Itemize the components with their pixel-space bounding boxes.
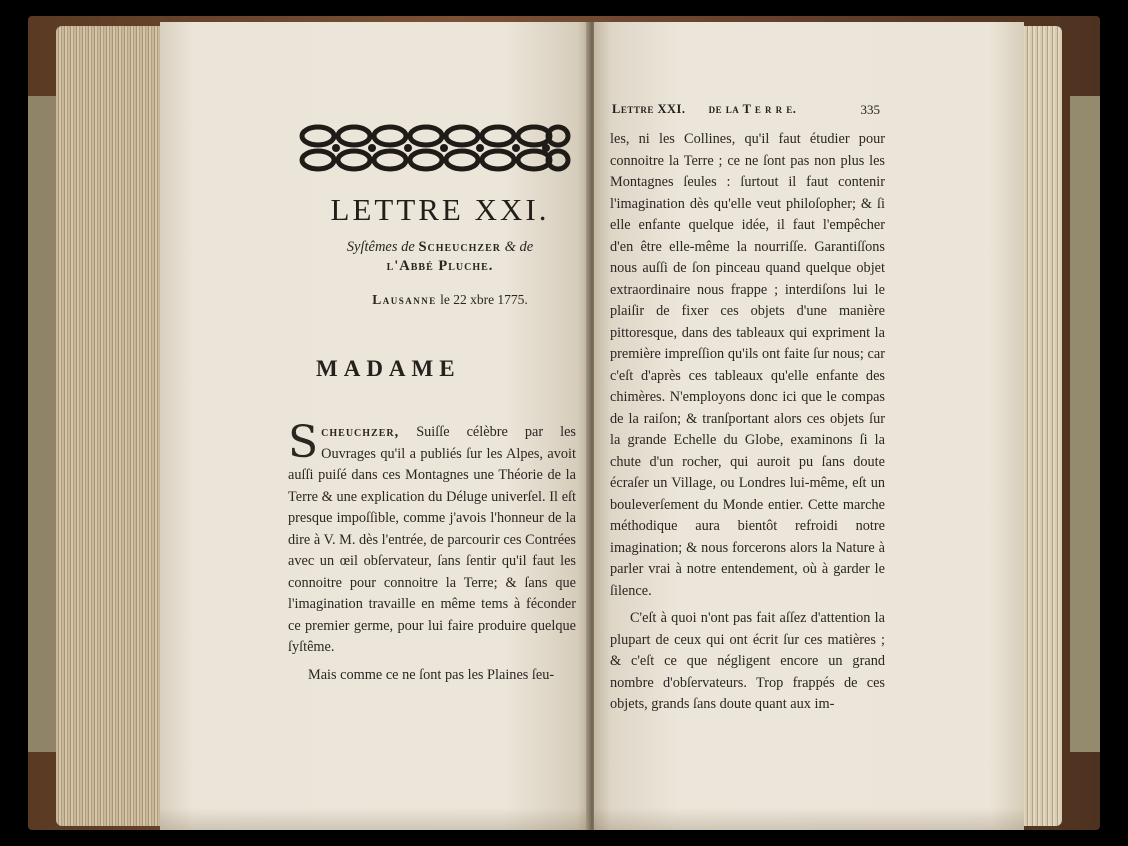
running-head-title: de la T e r r e.	[708, 102, 797, 116]
paragraph: les, ni les Collines, qu'il faut étudier pour connoitre la Terre ; ce ne ſont pas non plus les Montagnes ſeules : ſurtout il faut contenir l'imagination dès qu'elle veut philoſopher; & ſi elle enfante quelque idée, il faut l'empêcher d'en être elle-même la nourriſſe. Garantiſſons nous auſſi de ſon pinceau quand quelque objet extraordinaire nous frappe ; interdiſons lui le plaiſir de fixer ces objets d'une manière pittoresque, dans des tableaux qui expriment la première impreſſion qu'ils ont faite ſur nous; car c'eſt d'après ces tableaux qu'elle enfante des chimères. N'employons donc ici que le compas de la raiſon; & tranſportant alors ces objets ſur la grande Echelle du Globe, examinons ſi la chute d'un rocher, qui auroit pu ſans doute écraſer un Village, ou Londres lui-même, eſt un bouleverſement du Monde entier. Cette marche méthodique aura bientôt refroidi notre imagination; & nous forcerons alors la Nature à parler vrai à notre entendement, où à garder le ſilence.	[610, 131, 885, 599]
salutation: MADAME	[316, 356, 461, 381]
page-shadow	[594, 808, 1024, 830]
drop-cap: S	[288, 417, 319, 468]
subtitle-text: Syſtêmes de	[346, 239, 419, 255]
paragraph	[288, 417, 576, 659]
dateline-place: Lausanne	[372, 292, 437, 307]
cover-board-right	[1070, 96, 1100, 752]
paragraph-text: Suiſſe célèbre par les Ouvrages qu'il a publiés ſur les Alpes, avoit auſſi puiſé dans ces Montagnes une Théorie de la Terre & une explication du Déluge univerſel. Il eſt presque impoſſible, comme j'avois l'honneur de la dire à V. M. dès l'entrée, de parcourir ces Contrées avec un œil obſervateur, ſans ſentir qu'il faut les connoitre pour connoitre la Terre; & ſans que l'imagination travaille en même tems à féconder ce premier germe, pour lui faire produire quelque ſyſtême.	[288, 424, 576, 655]
name-scheuchzer: cheuchzer,	[321, 424, 400, 440]
subtitle-name-pluche: l'Abbé Pluche.	[386, 258, 494, 274]
page-edges-left	[56, 26, 164, 826]
page-number: 335	[860, 102, 880, 117]
page-edges-right	[1020, 26, 1062, 826]
subtitle-name-scheuchzer: Scheuchzer	[418, 239, 501, 255]
running-head	[612, 102, 880, 117]
page-shadow	[160, 808, 590, 830]
letter-dateline	[310, 292, 590, 308]
left-body-text	[288, 417, 576, 692]
right-body-text	[610, 129, 885, 722]
dateline-date: le 22 xbre 1775.	[436, 292, 528, 307]
ornament-headpiece	[296, 116, 574, 178]
paragraph: C'eſt à quoi n'ont pas fait aſſez d'attention la plupart de ceux qui ont écrit ſur ces matières ; & c'eſt ce que négligent encore un grand nombre d'obſervateurs. Trop frappés de ces objets, grands ſans doute quant aux im-	[610, 610, 885, 712]
left-page	[160, 22, 590, 830]
letter-subtitle	[300, 238, 580, 276]
right-page	[594, 22, 1024, 830]
running-head-letter: Lettre XXI.	[612, 102, 686, 116]
subtitle-text-2: & de	[500, 239, 534, 255]
letter-title: LETTRE XXI.	[330, 192, 550, 227]
paragraph: Mais comme ce ne ſont pas les Plaines ſeu-	[308, 666, 555, 683]
cover-board-left	[28, 96, 58, 752]
